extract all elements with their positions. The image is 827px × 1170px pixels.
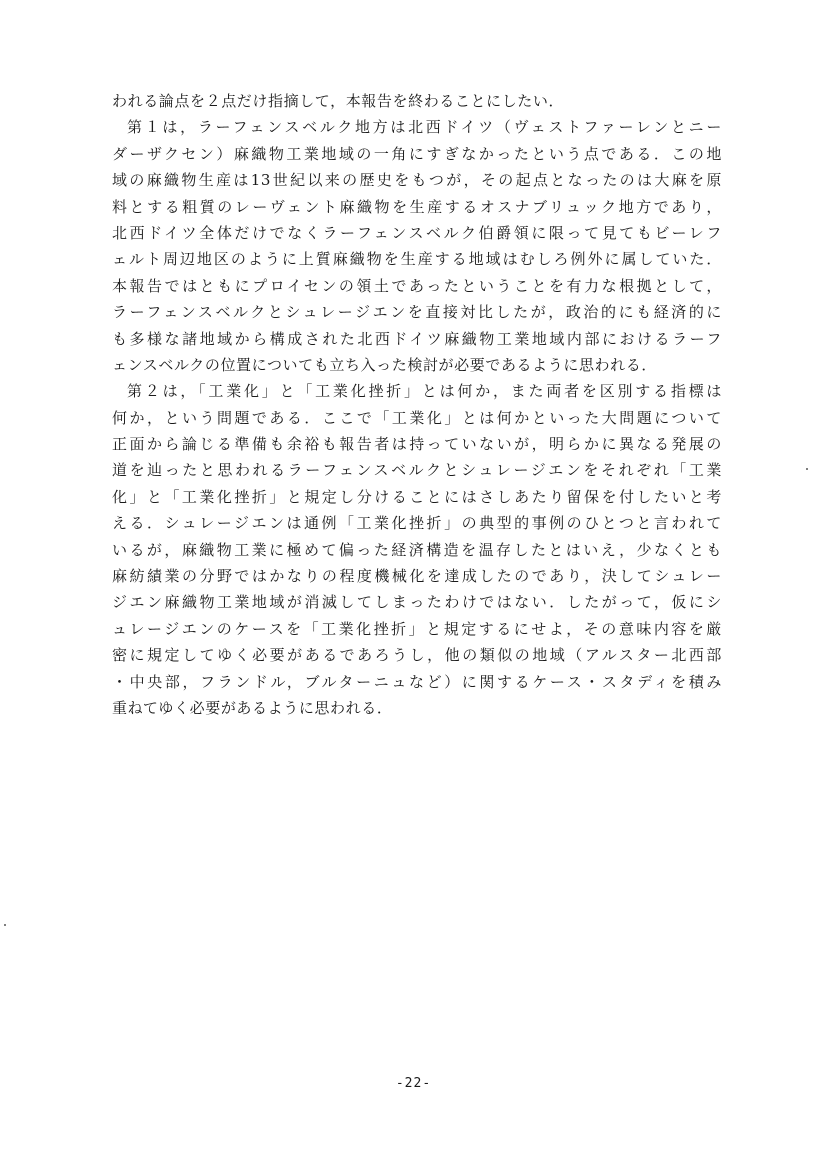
text-line: 第１は，ラーフェンスベルク地方は北西ドイツ（ヴェストファーレンとニー bbox=[127, 118, 722, 137]
text-line: ジエン麻織物工業地域が消滅してしまったわけではない．したがって，仮にシ bbox=[112, 593, 722, 612]
scan-speck bbox=[806, 468, 808, 470]
text-line: える．シュレージエンは通例「工業化挫折」の典型的事例のひとつと言われて bbox=[112, 514, 722, 533]
text-line: 重ねてゆく必要があるように思われる． bbox=[112, 698, 393, 717]
text-line: 北西ドイツ全体だけでなくラーフェンスベルク伯爵領に限って見てもビーレフ bbox=[112, 223, 722, 242]
text-line: 本報告ではともにプロイセンの領土であったということを有力な根拠として， bbox=[112, 276, 722, 295]
text-line: 道を辿ったと思われるラーフェンスベルクとシュレージエンをそれぞれ「工業 bbox=[112, 461, 722, 480]
text-line: 化」と「工業化挫折」と規定し分けることにはさしあたり留保を付したいと考 bbox=[112, 487, 722, 506]
paragraph-point-one bbox=[112, 114, 722, 378]
paragraph-point-two bbox=[112, 378, 722, 721]
text-line: 料とする粗質のレーヴェント麻織物を生産するオスナブリュック地方であり， bbox=[112, 197, 722, 216]
text-line: ・中央部，フランドル，ブルターニュなど）に関するケース・スタディを積み bbox=[112, 672, 722, 691]
text-line: 域の麻織物生産は13世紀以来の歴史をもつが，その起点となったのは大麻を原 bbox=[112, 171, 722, 190]
text-line: ュレージエンのケースを「工業化挫折」と規定するにせよ，その意味内容を厳 bbox=[112, 619, 722, 638]
text-line: 何か，という問題である．ここで「工業化」とは何かといった大問題について bbox=[112, 408, 722, 427]
text-line: ラーフェンスベルクとシュレージエンを直接対比したが，政治的にも経済的に bbox=[112, 303, 722, 322]
text-line: いるが，麻織物工業に極めて偏った経済構造を温存したとはいえ，少なくとも bbox=[112, 540, 722, 559]
text-line: 正面から論じる準備も余裕も報告者は持っていないが，明らかに異なる発展の bbox=[112, 435, 722, 454]
text-line: ェルト周辺地区のように上質麻織物を生産する地域はむしろ例外に属していた． bbox=[112, 250, 722, 269]
text-line: ダーザクセン）麻織物工業地域の一角にすぎなかったという点である．この地 bbox=[112, 144, 722, 163]
paragraph-closing-intro bbox=[112, 88, 722, 114]
text-line: 密に規定してゆく必要があるであろうし，他の類似の地域（アルスター北西部 bbox=[112, 646, 722, 665]
body-text bbox=[112, 88, 722, 721]
text-line: われる論点を２点だけ指摘して，本報告を終わることにしたい． bbox=[112, 92, 565, 110]
text-line: も多様な諸地域から構成された北西ドイツ麻織物工業地域内部におけるラーフ bbox=[112, 329, 722, 348]
text-line: 第２は，「工業化」と「工業化挫折」とは何か，また両者を区別する指標は bbox=[127, 382, 722, 401]
text-line: ェンスベルクの位置についても立ち入った検討が必要であるように思われる． bbox=[112, 355, 657, 374]
scan-speck bbox=[4, 924, 6, 926]
text-line: 麻紡績業の分野ではかなりの程度機械化を達成したのであり，決してシュレー bbox=[112, 567, 722, 586]
page-number: -22- bbox=[395, 1076, 432, 1091]
